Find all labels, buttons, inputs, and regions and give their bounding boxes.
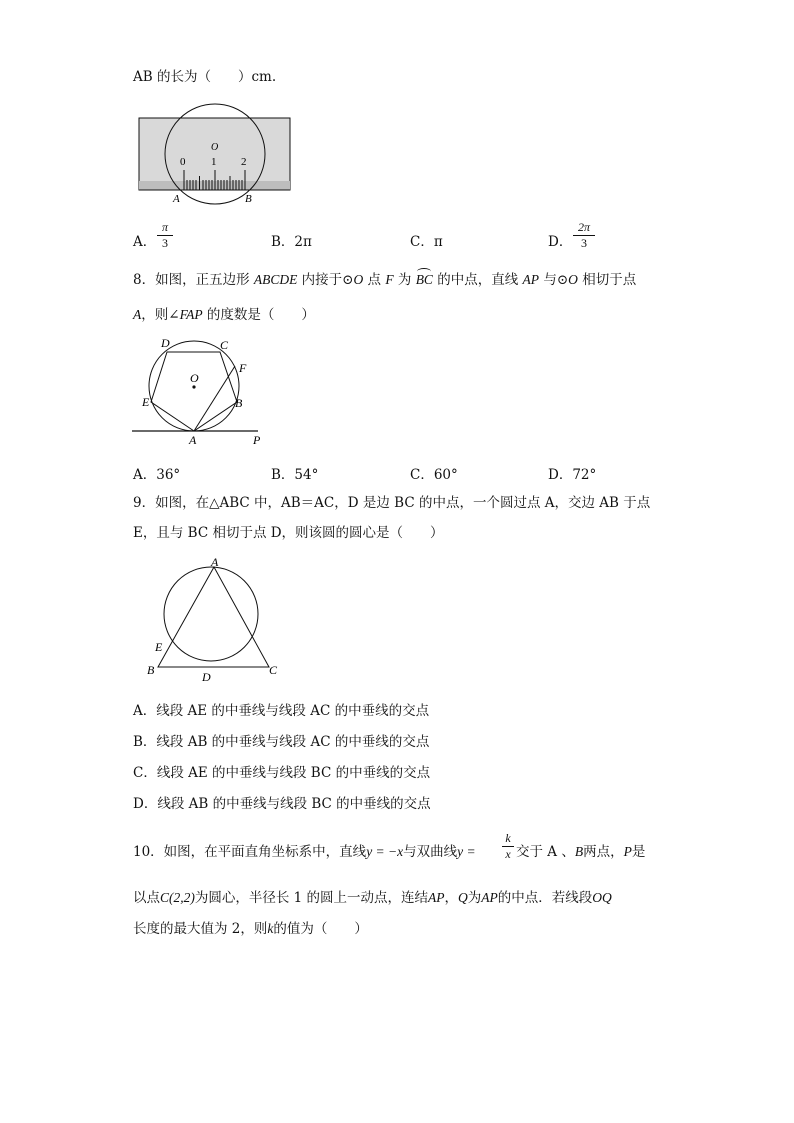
q7-option-c: C．π bbox=[410, 234, 443, 250]
q7-option-d-prefix: D． bbox=[548, 234, 573, 250]
q9-label-c: C bbox=[269, 663, 278, 677]
q9-stem-line2: E，且与 BC 相切于点 D，则该圆的圆心是（ ） bbox=[133, 525, 444, 541]
q10-stem-line1: 10．如图，在平面直角坐标系中，直线y = −x与双曲线y = bbox=[133, 844, 476, 860]
q8-label-d: D bbox=[161, 336, 170, 350]
q9-stem-line1: 9．如图，在△ABC 中，AB＝AC，D 是边 BC 的中点，一个圆过点 A，交边 AB 于点 bbox=[133, 495, 651, 511]
q7-tick-2: 2 bbox=[241, 156, 247, 168]
q8-label-p: P bbox=[253, 433, 261, 447]
q9-option-a: A．线段 AE 的中垂线与线段 AC 的中垂线的交点 bbox=[133, 703, 430, 719]
q7-ruler-figure bbox=[138, 102, 298, 208]
q8-stem-line1: 8．如图，正五边形 ABCDE 内接于⊙O 点 F 为 BC 的中点，直线 AP 与⊙O 相切于点 bbox=[133, 271, 636, 289]
q8-line-af bbox=[194, 366, 235, 431]
q9-option-d: D．线段 AB 的中垂线与线段 BC 的中垂线的交点 bbox=[133, 796, 431, 812]
q9-circle bbox=[164, 567, 258, 661]
q8-label-o: O bbox=[190, 371, 199, 385]
q8-pentagon-figure bbox=[132, 334, 272, 449]
q7-option-d-fraction: $\frac{2\pi}{3}$ bbox=[573, 220, 595, 251]
q8-label-b: B bbox=[235, 396, 243, 410]
q10-stem-line1-cont: 交于 A 、B两点，P是 bbox=[516, 844, 646, 860]
q9-option-c: C．线段 AE 的中垂线与线段 BC 的中垂线的交点 bbox=[133, 765, 431, 781]
q8-option-b: B．54° bbox=[271, 467, 319, 483]
q9-label-b: B bbox=[147, 663, 155, 677]
q9-label-a: A bbox=[211, 555, 219, 569]
q8-label-e: E bbox=[142, 395, 150, 409]
q9-triangle bbox=[158, 567, 269, 667]
q7-option-a-prefix: A． bbox=[133, 234, 157, 250]
q9-triangle-figure bbox=[146, 556, 286, 686]
q9-option-b: B．线段 AB 的中垂线与线段 AC 的中垂线的交点 bbox=[133, 734, 430, 750]
q8-option-d: D．72° bbox=[548, 467, 597, 483]
q7-center-label: O bbox=[211, 142, 219, 153]
q8-option-a: A．36° bbox=[133, 467, 181, 483]
q7-option-a-fraction: $\frac{\pi}{3}$ bbox=[157, 220, 173, 251]
q8-stem-line2: A，则∠FAP 的度数是（ ） bbox=[133, 307, 315, 323]
q10-hyperbola-fraction: $\frac{k}{x}$ bbox=[502, 831, 514, 862]
q7-tick-0: 0 bbox=[180, 156, 186, 168]
q10-stem-line3: 长度的最大值为 2，则k的值为（ ） bbox=[133, 921, 368, 937]
q8-arc-bc: BC bbox=[416, 271, 433, 289]
q7-option-b: B．2π bbox=[271, 234, 312, 250]
q10-stem-line2: 以点C(2,2)为圆心，半径长 1 的圆上一动点，连结AP，Q为AP的中点．若线段OQ bbox=[133, 890, 612, 906]
q7-label-b: B bbox=[245, 193, 252, 205]
q8-label-c: C bbox=[220, 338, 229, 352]
q7-label-a: A bbox=[173, 193, 180, 205]
q9-label-e: E bbox=[155, 640, 163, 654]
q8-label-f: F bbox=[239, 361, 247, 375]
q9-label-d: D bbox=[202, 670, 211, 684]
q8-option-c: C．60° bbox=[410, 467, 458, 483]
q8-label-a: A bbox=[189, 433, 197, 447]
q7-stem: AB 的长为（ ）cm. bbox=[133, 69, 277, 85]
q7-tick-1: 1 bbox=[211, 156, 217, 168]
